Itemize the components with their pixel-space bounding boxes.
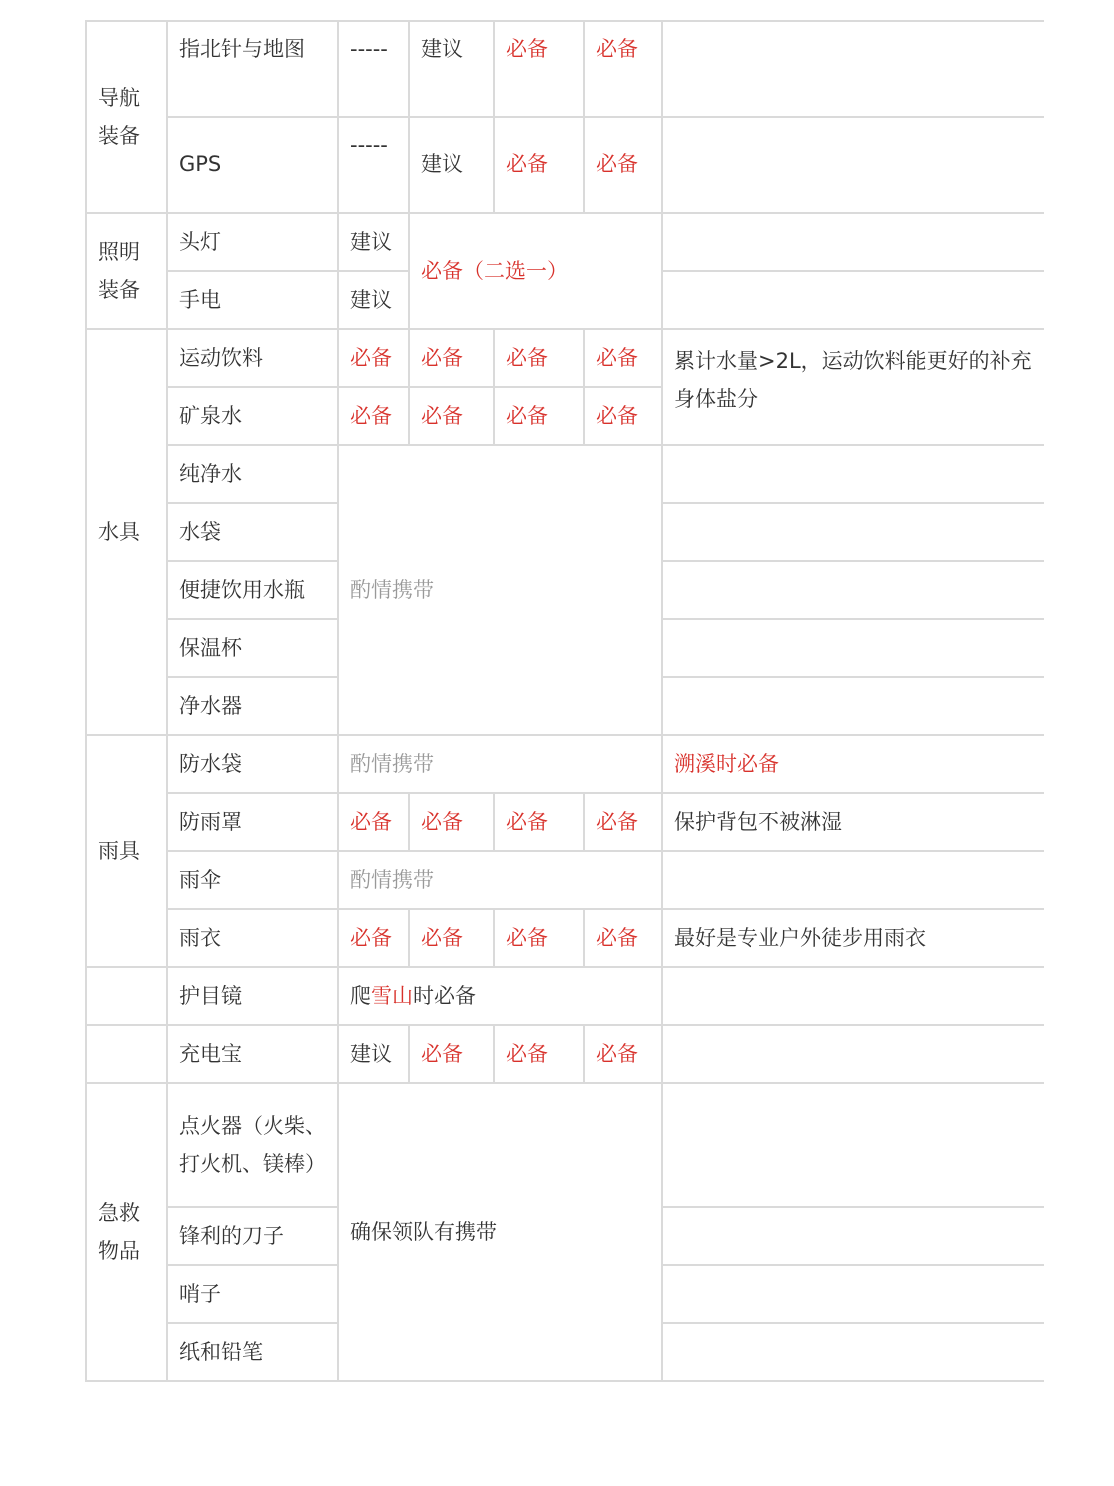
- category-label: 导航装备: [98, 86, 140, 148]
- item-cell: 点火器（火柴、打火机、镁棒）: [167, 1083, 338, 1207]
- level-cell: 必备: [409, 329, 494, 387]
- note-cell: [662, 271, 1044, 329]
- item-cell: 防水袋: [167, 735, 338, 793]
- note-cell: [662, 1083, 1044, 1207]
- note-cell: 溯溪时必备: [662, 735, 1044, 793]
- item-cell: 手电: [167, 271, 338, 329]
- level-cell: 必备: [338, 387, 409, 445]
- category-label: 雨具: [98, 839, 140, 863]
- note-cell: [662, 1025, 1044, 1083]
- note-cell: [662, 1323, 1044, 1381]
- note-cell: [662, 1207, 1044, 1265]
- level-cell: 必备: [409, 387, 494, 445]
- item-cell: 护目镜: [167, 967, 338, 1025]
- level-cell: 必备: [338, 329, 409, 387]
- level-cell: 必备: [584, 21, 662, 117]
- goggles-pre-text: 爬: [350, 984, 371, 1008]
- item-cell: 防雨罩: [167, 793, 338, 851]
- level-cell: 必备: [409, 793, 494, 851]
- level-cell: 建议: [338, 1025, 409, 1083]
- level-cell: 必备: [584, 793, 662, 851]
- item-cell: 雨伞: [167, 851, 338, 909]
- table-row: [86, 1025, 1044, 1083]
- equipment-table-container: [85, 20, 1043, 1382]
- item-cell: 保温杯: [167, 619, 338, 677]
- category-cell: [86, 1083, 167, 1381]
- level-cell: 必备: [494, 909, 584, 967]
- note-cell: 累计水量>2L，运动饮料能更好的补充身体盐分: [662, 329, 1044, 445]
- table-row: [86, 117, 1044, 213]
- table-row: [86, 445, 1044, 503]
- level-cell: 必备: [584, 1025, 662, 1083]
- item-cell: 便捷饮用水瓶: [167, 561, 338, 619]
- level-cell: 必备: [338, 909, 409, 967]
- goggles-highlight-text: 雪山: [371, 984, 413, 1008]
- level-cell: [409, 117, 494, 213]
- level-cell: 必备: [494, 1025, 584, 1083]
- category-cell: [86, 967, 167, 1025]
- item-cell: 雨衣: [167, 909, 338, 967]
- item-cell: 哨子: [167, 1265, 338, 1323]
- level-cell: -----: [338, 117, 409, 213]
- level-cell: [584, 117, 662, 213]
- note-cell: [662, 677, 1044, 735]
- item-cell: 头灯: [167, 213, 338, 271]
- merged-level-cell: [338, 967, 662, 1025]
- level-cell: 必备: [494, 793, 584, 851]
- table-row: [86, 1083, 1044, 1207]
- item-cell: [167, 117, 338, 213]
- table-row: [86, 793, 1044, 851]
- level-cell: -----: [338, 21, 409, 117]
- level-cell: 必备: [338, 793, 409, 851]
- merged-level-cell: 酌情携带: [338, 851, 662, 909]
- level-label: 必备: [596, 152, 638, 176]
- category-label: 水具: [98, 520, 140, 544]
- merged-level-cell: 酌情携带: [338, 735, 662, 793]
- level-cell: 必备: [584, 329, 662, 387]
- note-cell: 保护背包不被淋湿: [662, 793, 1044, 851]
- category-cell: [86, 329, 167, 735]
- category-cell: [86, 1025, 167, 1083]
- note-cell: [662, 445, 1044, 503]
- merged-level-cell: 酌情携带: [338, 445, 662, 735]
- table-row: [86, 851, 1044, 909]
- goggles-post-text: 时必备: [413, 984, 476, 1008]
- note-cell: [662, 851, 1044, 909]
- category-cell: [86, 213, 167, 329]
- table-row: [86, 329, 1044, 387]
- table-row: [86, 213, 1044, 271]
- note-cell: [662, 117, 1044, 213]
- note-cell: [662, 1265, 1044, 1323]
- item-cell: 纸和铅笔: [167, 1323, 338, 1381]
- table-row: [86, 967, 1044, 1025]
- item-cell: 水袋: [167, 503, 338, 561]
- level-label: 必备: [506, 152, 548, 176]
- item-cell: 充电宝: [167, 1025, 338, 1083]
- level-cell: 必备: [494, 329, 584, 387]
- level-cell: 必备: [409, 1025, 494, 1083]
- table-row: [86, 909, 1044, 967]
- table-row: [86, 21, 1044, 117]
- level-cell: 建议: [409, 21, 494, 117]
- level-cell: 必备: [409, 909, 494, 967]
- category-label: 照明装备: [98, 240, 140, 302]
- category-cell: [86, 735, 167, 967]
- item-cell: 锋利的刀子: [167, 1207, 338, 1265]
- level-cell: 必备: [494, 387, 584, 445]
- level-label: 建议: [421, 152, 463, 176]
- note-cell: [662, 21, 1044, 117]
- item-cell: 指北针与地图: [167, 21, 338, 117]
- note-cell: [662, 503, 1044, 561]
- note-cell: [662, 213, 1044, 271]
- table-row: [86, 735, 1044, 793]
- level-cell: [494, 117, 584, 213]
- note-cell: [662, 967, 1044, 1025]
- level-cell: 建议: [338, 271, 409, 329]
- note-cell: [662, 561, 1044, 619]
- item-cell: 净水器: [167, 677, 338, 735]
- item-cell: 运动饮料: [167, 329, 338, 387]
- item-cell: 纯净水: [167, 445, 338, 503]
- level-cell: 建议: [338, 213, 409, 271]
- level-cell: 必备: [584, 909, 662, 967]
- category-label: 急救物品: [98, 1201, 140, 1263]
- note-cell: 最好是专业户外徒步用雨衣: [662, 909, 1044, 967]
- merged-level-cell: 必备（二选一）: [409, 213, 662, 329]
- equipment-table: [85, 20, 1044, 1382]
- item-label: GPS: [179, 152, 222, 176]
- note-cell: [662, 619, 1044, 677]
- level-cell: 必备: [494, 21, 584, 117]
- item-cell: 矿泉水: [167, 387, 338, 445]
- category-cell: [86, 21, 167, 213]
- level-cell: 必备: [584, 387, 662, 445]
- merged-level-cell: 确保领队有携带: [338, 1083, 662, 1381]
